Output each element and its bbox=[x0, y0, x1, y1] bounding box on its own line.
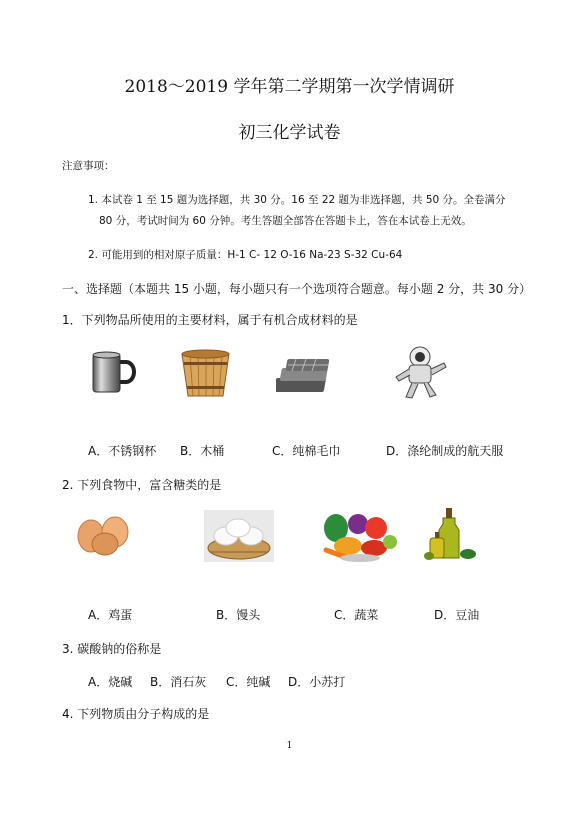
stainless-steel-cup-image bbox=[88, 350, 138, 398]
vegetables-image bbox=[318, 506, 400, 564]
page-subtitle: 初三化学试卷 bbox=[238, 123, 341, 143]
question-3-option-c: C．纯碱 bbox=[226, 675, 271, 689]
question-2-option-b: B．馒头 bbox=[216, 608, 261, 622]
question-1-option-a: A．不锈钢杯 bbox=[88, 444, 157, 458]
question-2-option-a: A．鸡蛋 bbox=[88, 608, 133, 622]
steamed-buns-image bbox=[204, 510, 274, 562]
notice-item-1-line-1: 1. 本试卷 1 至 15 题为选择题，共 30 分。16 至 22 题为非选择题，共 50 分。全卷满分 bbox=[88, 194, 506, 206]
question-2-option-d: D．豆油 bbox=[434, 608, 480, 622]
section-heading: 一、选择题（本题共 15 小题，每小题只有一个选项符合题意。每小题 2 分，共 30 分） bbox=[62, 282, 532, 296]
question-3-stem: 3. 碳酸钠的俗称是 bbox=[62, 642, 162, 656]
eggs-image bbox=[75, 514, 137, 556]
question-1-option-c: C．纯棉毛巾 bbox=[272, 444, 341, 458]
cotton-towel-image bbox=[276, 356, 336, 398]
spacesuit-image bbox=[390, 343, 450, 401]
oil-bottles-image bbox=[422, 506, 478, 562]
page-title: 2018～2019 学年第二学期第一次学情调研 bbox=[124, 77, 455, 97]
question-2-option-c: C．蔬菜 bbox=[334, 608, 379, 622]
question-2-stem: 2. 下列食物中，富含糖类的是 bbox=[62, 478, 222, 492]
question-3-option-d: D．小苏打 bbox=[288, 675, 346, 689]
question-4-stem: 4. 下列物质由分子构成的是 bbox=[62, 707, 210, 721]
question-1-option-d: D．涤纶制成的航天服 bbox=[386, 444, 504, 458]
notice-item-1-line-2: 80 分，考试时间为 60 分钟。考生答题全部答在答题卡上，答在本试卷上无效。 bbox=[99, 215, 472, 227]
question-3-option-b: B．消石灰 bbox=[150, 675, 207, 689]
notice-item-2: 2. 可能用到的相对原子质量：H-1 C- 12 O-16 Na-23 S-32 Cu-64 bbox=[88, 249, 403, 261]
page-number: 1 bbox=[286, 741, 293, 751]
question-3-option-a: A．烧碱 bbox=[88, 675, 133, 689]
question-1-stem: 1．下列物品所使用的主要材料，属于有机合成材料的是 bbox=[62, 313, 358, 327]
question-1-option-b: B．木桶 bbox=[180, 444, 225, 458]
notice-heading: 注意事项： bbox=[62, 160, 115, 172]
wooden-bucket-image bbox=[178, 348, 233, 400]
